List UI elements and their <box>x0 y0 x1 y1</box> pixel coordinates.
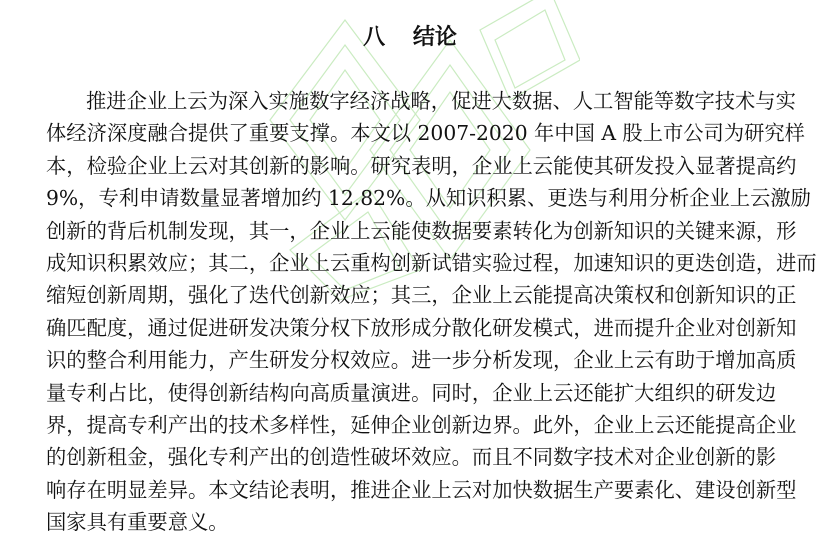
paragraph-line: 创新的背后机制发现，其一，企业上云能使数据要素转化为创新知识的关键来源，形 <box>46 218 797 243</box>
paragraph-line: 的创新租金，强化专利产出的创造性破坏效应。而且不同数字技术对企业创新的影 <box>46 445 777 470</box>
paragraph-line: 推进企业上云为深入实施数字经济战略，促进大数据、人工智能等数字技术与实 <box>86 89 796 113</box>
paragraph-line: 体经济深度融合提供了重要支撑。本文以 2007-2020 年中国 A 股上市公司为研究样 <box>46 121 805 146</box>
paragraph-line: 国家具有重要意义。 <box>46 510 229 535</box>
paragraph-line: 识的整合利用能力，产生研发分权效应。进一步分析发现，企业上云有助于增加高质 <box>46 348 797 373</box>
paragraph-line: 界，提高专利产出的技术多样性，延伸企业创新边界。此外，企业上云还能提高企业 <box>46 412 797 437</box>
section-title: 八 结论 <box>363 24 457 50</box>
conclusion-paragraph <box>46 85 817 538</box>
paragraph-line: 量专利占比，使得创新结构向高质量演进。同时，企业上云还能扩大组织的研发边 <box>46 380 777 405</box>
paragraph-line: 缩短创新周期，强化了迭代创新效应；其三，企业上云能提高决策权和创新知识的正 <box>46 283 797 308</box>
paragraph-line: 确匹配度，通过促进研发决策分权下放形成分散化研发模式，进而提升企业对创新知 <box>46 315 797 340</box>
paragraph-line: 本，检验企业上云对其创新的影响。研究表明，企业上云能使其研发投入显著提高约 <box>46 153 797 178</box>
paragraph-line: 9%，专利申请数量显著增加约 12.82%。从知识积累、更迭与利用分析企业上云激励 <box>46 186 811 211</box>
paragraph-line: 成知识积累效应；其二，企业上云重构创新试错实验过程，加速知识的更迭创造，进而 <box>46 250 817 275</box>
paragraph-line: 响存在明显差异。本文结论表明，推进企业上云对加快数据生产要素化、建设创新型 <box>46 477 797 502</box>
